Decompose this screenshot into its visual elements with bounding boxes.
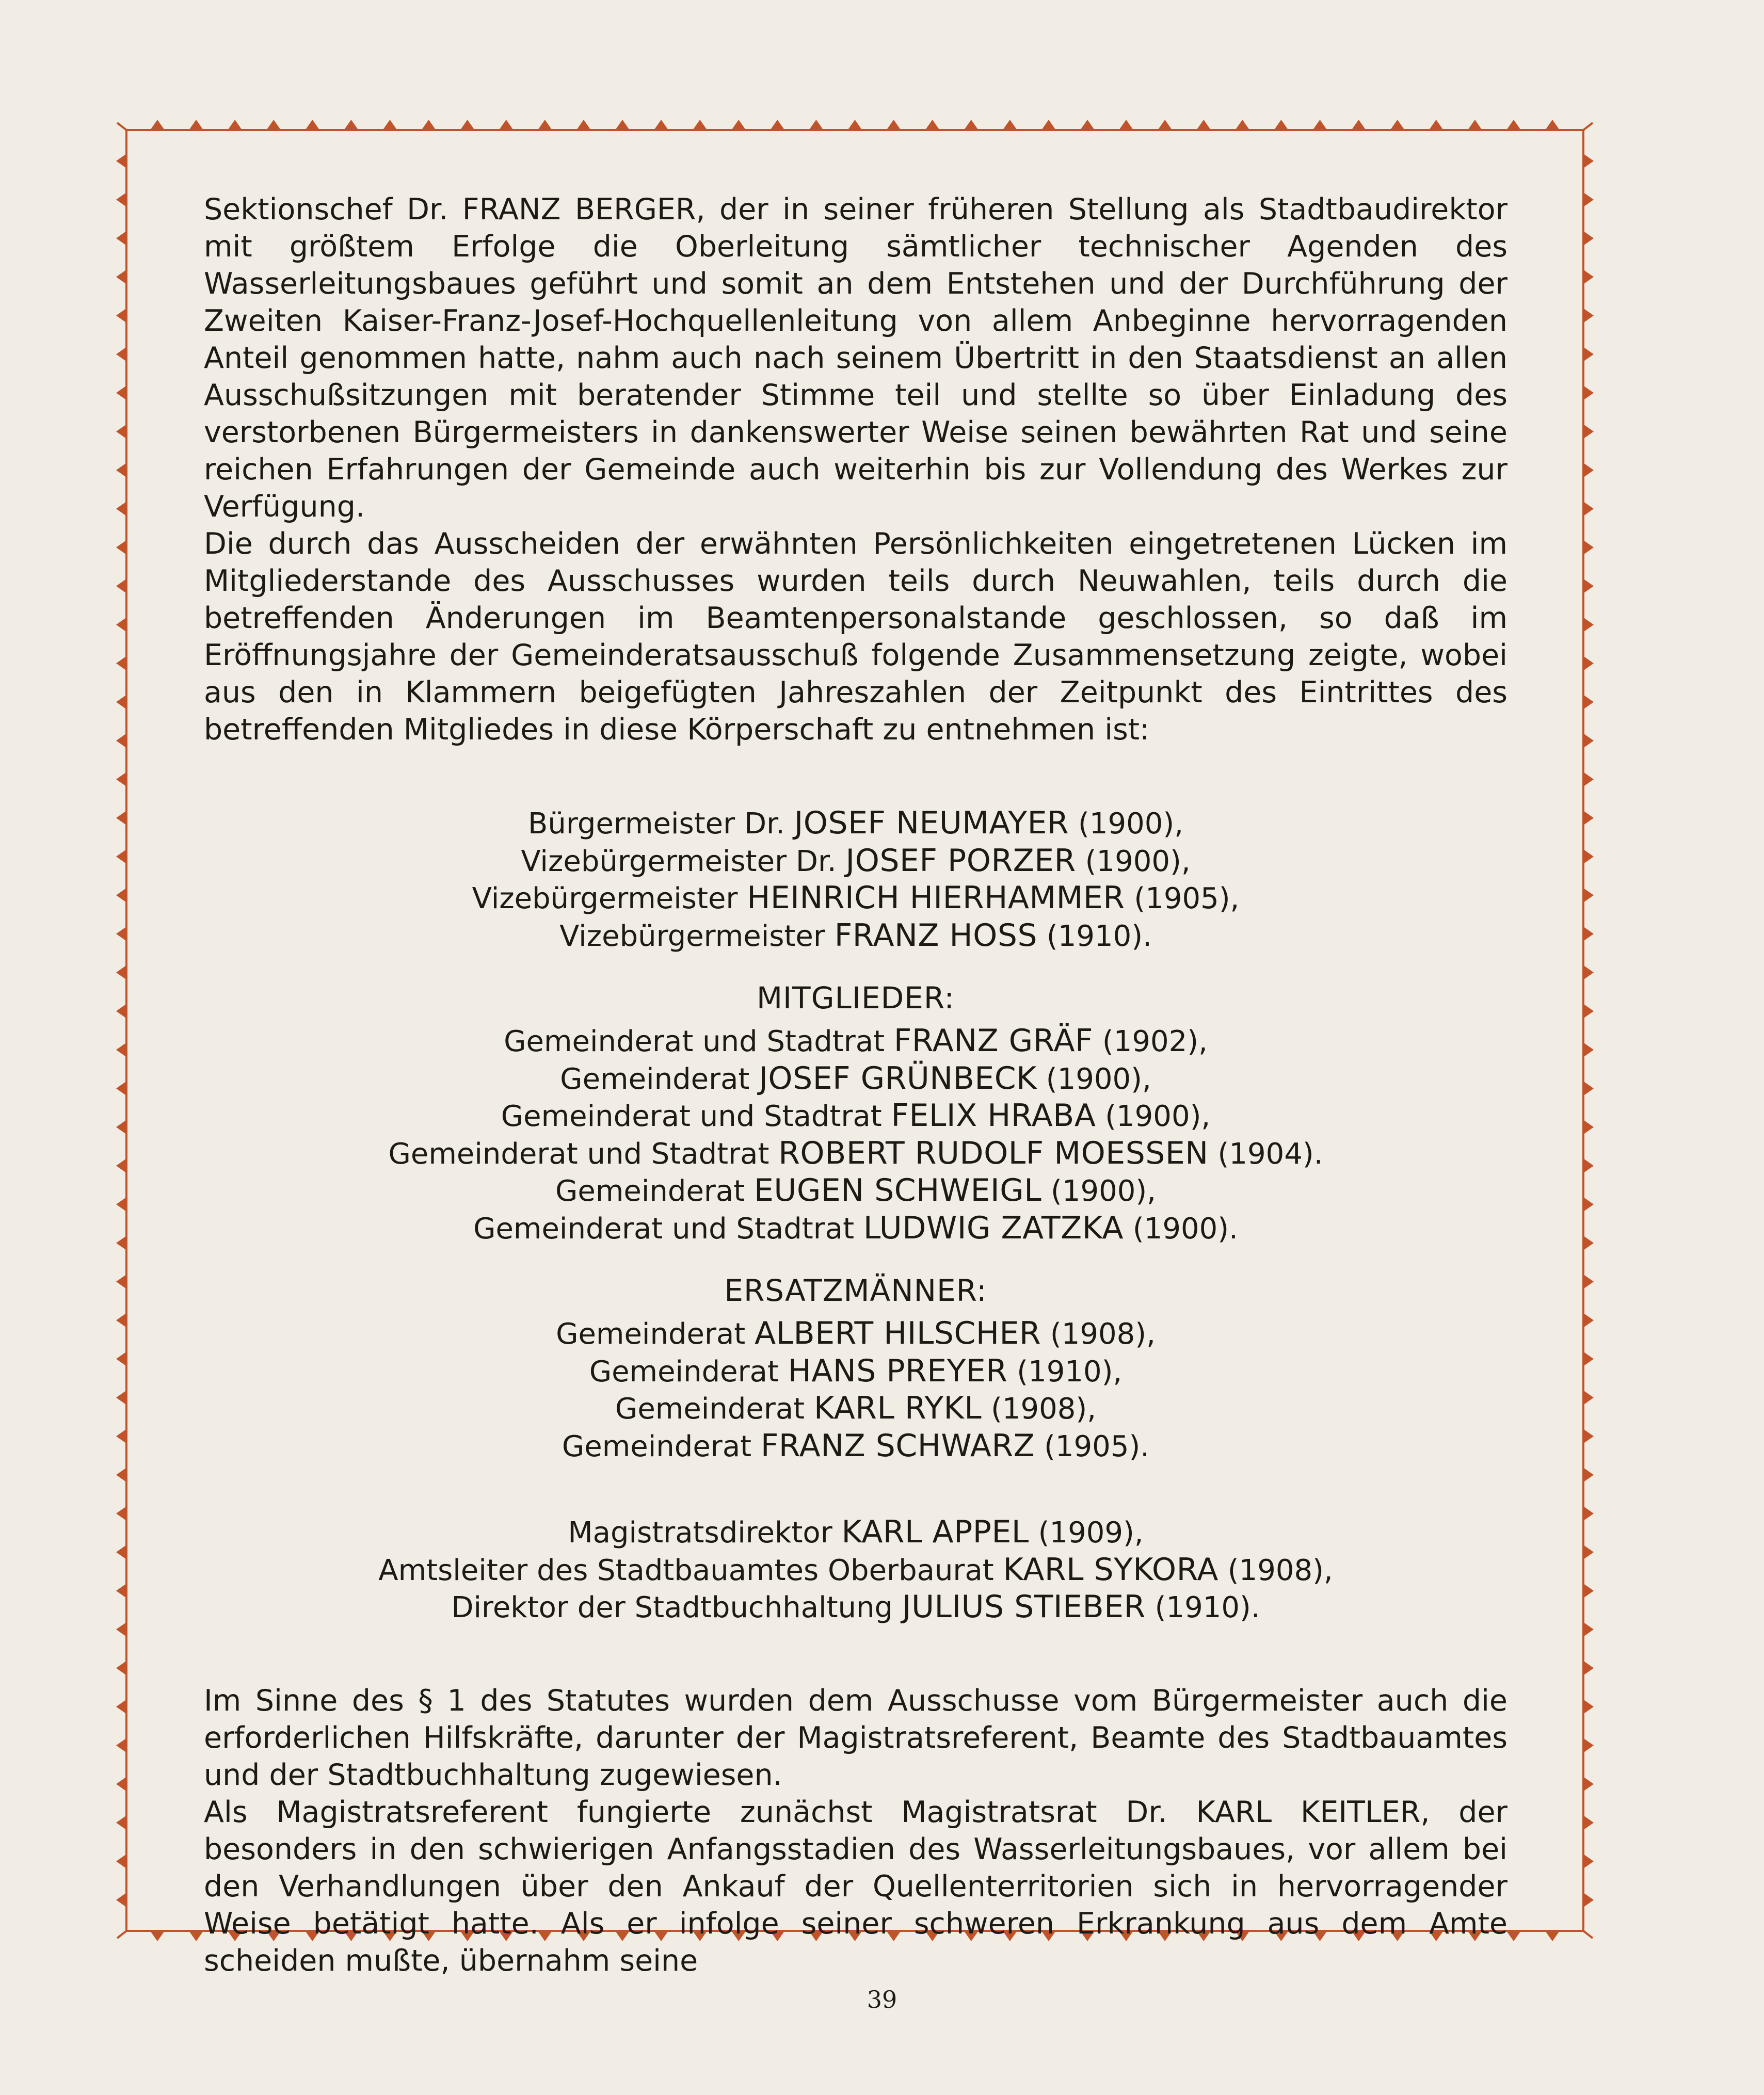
triangle-ornament <box>1583 1352 1594 1366</box>
triangle-ornament <box>1583 1390 1594 1405</box>
triangle-ornament <box>1583 1893 1594 1907</box>
triangle-ornament <box>116 1004 126 1019</box>
triangle-ornament <box>1583 888 1594 903</box>
triangle-ornament <box>1583 927 1594 941</box>
triangle-ornament <box>1352 120 1366 130</box>
triangle-ornament <box>1583 424 1594 439</box>
triangle-ornament <box>305 120 319 130</box>
triangle-ornament <box>1583 1584 1594 1598</box>
list-item: Vizebürgermeister HEINRICH HIERHAMMER (1905), <box>472 880 1240 916</box>
triangle-ornament <box>344 120 358 130</box>
triangle-ornament <box>1041 120 1056 130</box>
triangle-ornament <box>116 1120 126 1134</box>
triangle-ornament <box>460 120 475 130</box>
triangle-ornament <box>116 1584 126 1598</box>
triangle-ornament <box>116 733 126 748</box>
triangle-ornament <box>887 120 901 130</box>
triangle-ornament <box>964 120 979 130</box>
triangle-ornament <box>809 120 823 130</box>
triangle-ornament <box>1583 1622 1594 1637</box>
triangle-ornament <box>116 1390 126 1405</box>
list-item: Bürgermeister Dr. JOSEF NEUMAYER (1900), <box>527 805 1184 841</box>
triangle-ornament <box>1583 1313 1594 1328</box>
triangle-ornament <box>228 120 242 130</box>
triangle-ornament <box>538 120 552 130</box>
substitutes-heading: ERSATZMÄNNER: <box>724 1273 987 1308</box>
triangle-ornament <box>116 192 126 207</box>
list-item: Vizebürgermeister Dr. JOSEF PORZER (1900), <box>521 842 1191 879</box>
triangle-ornament <box>116 1738 126 1752</box>
triangle-ornament <box>116 1893 126 1907</box>
triangle-ornament <box>1080 120 1095 130</box>
list-item: Vizebürgermeister FRANZ HOSS (1910). <box>559 917 1152 954</box>
triangle-ornament <box>1583 1081 1594 1095</box>
triangle-ornament <box>116 1429 126 1443</box>
triangle-ornament <box>1390 120 1405 130</box>
triangle-ornament <box>116 927 126 941</box>
triangle-ornament <box>116 424 126 439</box>
members-list <box>204 1023 1508 1247</box>
list-item: Gemeinderat ALBERT HILSCHER (1908), <box>556 1315 1156 1351</box>
triangle-ornament <box>116 1700 126 1714</box>
paragraph-berger: Sektionschef Dr. FRANZ BERGER, der in seiner früheren Stellung als Stadtbaudirektor mit größtem Erfolge die Oberleitung sämtlicher technischer Agenden des Wasserleitungsbaues geführt und somit an dem Entstehen und der Durchführung der Zweiten Kaiser-Franz-Josef-Hochquellenleitung von allem Anbeginne hervorragenden Anteil genommen hatte, nahm auch nach seinem Übertritt in den Staatsdienst an allen Ausschußsitzungen mit beratender Stimme teil und stellte so über Einladung des verstorbenen Bürgermeisters in dankenswerter Weise seinen bewährten Rat und seine reichen Erfahrungen der Gemeinde auch weiterhin bis zur Vollendung des Werkes zur Verfügung. <box>204 192 1508 524</box>
triangle-ornament <box>1583 656 1594 671</box>
triangle-ornament <box>150 120 165 130</box>
triangle-ornament <box>1196 120 1211 130</box>
triangle-ornament <box>1583 811 1594 825</box>
triangle-ornament <box>1583 1004 1594 1019</box>
triangle-ornament <box>116 579 126 593</box>
triangle-ornament <box>1583 270 1594 284</box>
corner-ornament <box>117 1931 126 1938</box>
triangle-ornament <box>116 1197 126 1212</box>
triangle-ornament <box>116 1468 126 1482</box>
triangle-ornament <box>1506 1931 1521 1941</box>
triangle-ornament <box>116 1622 126 1637</box>
triangle-ornament <box>116 1313 126 1328</box>
list-item: Gemeinderat HANS PREYER (1910), <box>589 1352 1122 1389</box>
triangle-ornament <box>116 1545 126 1559</box>
triangle-ornament <box>1583 1236 1594 1250</box>
triangle-ornament <box>116 385 126 400</box>
triangle-ornament <box>1429 120 1444 130</box>
list-item: Gemeinderat JOSEF GRÜNBECK (1900), <box>560 1060 1151 1097</box>
triangle-ornament <box>1468 120 1482 130</box>
triangle-ornament <box>1583 309 1594 323</box>
triangle-ornament <box>1583 1661 1594 1675</box>
triangle-ornament <box>1583 695 1594 709</box>
triangle-ornament <box>693 120 707 130</box>
list-item: Gemeinderat EUGEN SCHWEIGL (1900), <box>555 1172 1156 1208</box>
triangle-ornament <box>116 1661 126 1675</box>
triangle-ornament <box>1583 231 1594 246</box>
triangle-ornament <box>1583 965 1594 980</box>
triangle-ornament <box>576 120 591 130</box>
triangle-ornament <box>1583 733 1594 748</box>
triangle-ornament <box>116 1042 126 1057</box>
triangle-ornament <box>150 1931 165 1941</box>
list-item: Direktor der Stadtbuchhaltung JULIUS STIEBER (1910). <box>451 1589 1260 1625</box>
triangle-ornament <box>116 1158 126 1173</box>
triangle-ornament <box>1583 1468 1594 1482</box>
triangle-ornament <box>848 120 862 130</box>
triangle-ornament <box>116 656 126 671</box>
triangle-ornament <box>1583 579 1594 593</box>
triangle-ornament <box>422 120 436 130</box>
triangle-ornament <box>1583 772 1594 786</box>
triangle-ornament <box>1545 120 1560 130</box>
triangle-ornament <box>1119 120 1133 130</box>
triangle-ornament <box>1583 347 1594 361</box>
triangle-ornament <box>770 120 784 130</box>
triangle-ornament <box>499 120 514 130</box>
triangle-ornament <box>1583 192 1594 207</box>
triangle-ornament <box>116 1081 126 1095</box>
list-item: Gemeinderat und Stadtrat ROBERT RUDOLF MOESSEN (1904). <box>388 1135 1323 1171</box>
triangle-ornament <box>116 231 126 246</box>
triangle-ornament <box>1583 463 1594 477</box>
triangle-ornament <box>116 965 126 980</box>
triangle-ornament <box>925 120 940 130</box>
triangle-ornament <box>1506 120 1521 130</box>
triangle-ornament <box>116 347 126 361</box>
triangle-ornament <box>1583 618 1594 632</box>
list-item: Gemeinderat FRANZ SCHWARZ (1905). <box>562 1427 1150 1464</box>
triangle-ornament <box>116 811 126 825</box>
triangle-ornament <box>731 120 746 130</box>
triangle-ornament <box>1545 1931 1560 1941</box>
triangle-ornament <box>1583 1506 1594 1521</box>
triangle-ornament <box>1583 1120 1594 1134</box>
corner-ornament <box>117 123 126 130</box>
triangle-ornament <box>116 695 126 709</box>
triangle-ornament <box>1313 120 1327 130</box>
triangle-ornament <box>1583 1545 1594 1559</box>
officials-list <box>204 1514 1508 1626</box>
triangle-ornament <box>1583 1158 1594 1173</box>
triangle-ornament <box>116 270 126 284</box>
triangle-ornament <box>1583 502 1594 516</box>
list-item: Magistratsdirektor KARL APPEL (1909), <box>568 1514 1144 1550</box>
triangle-ornament <box>1003 120 1017 130</box>
paragraph-statutes: Im Sinne des § 1 des Statutes wurden dem Ausschusse vom Bürgermeister auch die erforderlichen Hilfskräfte, darunter der Magistratsreferent, Beamte des Stadtbauamtes und der Stadtbuchhaltung zugewiesen. <box>204 1683 1508 1792</box>
corner-ornament <box>1583 123 1593 130</box>
triangle-ornament <box>116 1275 126 1289</box>
members-heading: MITGLIEDER: <box>757 980 955 1016</box>
triangle-ornament <box>116 502 126 516</box>
triangle-ornament <box>116 540 126 555</box>
triangle-ornament <box>1583 1429 1594 1443</box>
list-item: Gemeinderat und Stadtrat LUDWIG ZATZKA (1900). <box>473 1210 1238 1246</box>
list-item: Gemeinderat und Stadtrat FELIX HRABA (1900), <box>501 1098 1211 1134</box>
triangle-ornament <box>116 888 126 903</box>
triangle-ornament <box>1583 1854 1594 1868</box>
triangle-ornament <box>116 1854 126 1868</box>
list-item: Gemeinderat und Stadtrat FRANZ GRÄF (1902), <box>504 1023 1208 1059</box>
triangle-ornament <box>1583 1815 1594 1830</box>
triangle-ornament <box>116 1352 126 1366</box>
triangle-ornament <box>1158 120 1172 130</box>
paragraph-keitler: Als Magistratsreferent fungierte zunächst Magistratsrat Dr. KARL KEITLER, der besonders in den schwierigen Anfangsstadien des Wasserleitungsbaues, vor allem bei den Verhandlungen über den Ankauf der Quellenterritorien sich in hervorragender Weise betätigt hatte. Als er infolge seiner schweren Erkrankung aus dem Amte scheiden mußte, übernahm seine <box>204 1795 1508 1978</box>
triangle-ornament <box>116 1777 126 1791</box>
triangle-ornament <box>1583 1275 1594 1289</box>
triangle-ornament <box>1583 1197 1594 1212</box>
triangle-ornament <box>1235 120 1249 130</box>
triangle-ornament <box>116 309 126 323</box>
triangle-ornament <box>1583 1700 1594 1714</box>
paragraph-committee-changes: Die durch das Ausscheiden der erwähnten Persönlichkeiten eingetretenen Lücken im Mitgliederstande des Ausschusses wurden teils durch Neuwahlen, teils durch die betreffenden Änderungen im Beamtenpersonalstande geschlossen, so daß im Eröffnungsjahre der Gemeinderatsausschuß folgende Zusammensetzung zeigte, wobei aus den in Klammern beigefügten Jahreszahlen der Zeitpunkt des Eintrittes des betreffenden Mitgliedes in diese Körperschaft zu entnehmen ist: <box>204 527 1508 747</box>
triangle-ornament <box>116 618 126 632</box>
corner-ornament <box>1583 1931 1593 1938</box>
triangle-ornament <box>116 154 126 168</box>
triangle-ornament <box>1583 540 1594 555</box>
page-number: 39 <box>867 1986 897 2013</box>
triangle-ornament <box>654 120 668 130</box>
triangle-ornament <box>1583 154 1594 168</box>
triangle-ornament <box>189 120 203 130</box>
triangle-ornament <box>116 1506 126 1521</box>
triangle-ornament <box>1274 120 1288 130</box>
triangle-ornament <box>1583 1777 1594 1791</box>
triangle-ornament <box>1583 385 1594 400</box>
triangle-ornament <box>1583 1738 1594 1752</box>
triangle-ornament <box>116 772 126 786</box>
triangle-ornament <box>116 1815 126 1830</box>
substitutes-list <box>204 1315 1508 1465</box>
triangle-ornament <box>1583 1042 1594 1057</box>
triangle-ornament <box>383 120 397 130</box>
list-item: Gemeinderat KARL RYKL (1908), <box>615 1390 1097 1426</box>
leaders-list <box>204 805 1508 955</box>
triangle-ornament <box>116 463 126 477</box>
list-item: Amtsleiter des Stadtbauamtes Oberbaurat KARL SYKORA (1908), <box>378 1551 1333 1588</box>
triangle-ornament <box>116 849 126 864</box>
triangle-ornament <box>189 1931 203 1941</box>
page-text <box>204 191 1508 1978</box>
triangle-ornament <box>116 1236 126 1250</box>
triangle-ornament <box>266 120 281 130</box>
triangle-ornament <box>1583 849 1594 864</box>
triangle-ornament <box>615 120 630 130</box>
